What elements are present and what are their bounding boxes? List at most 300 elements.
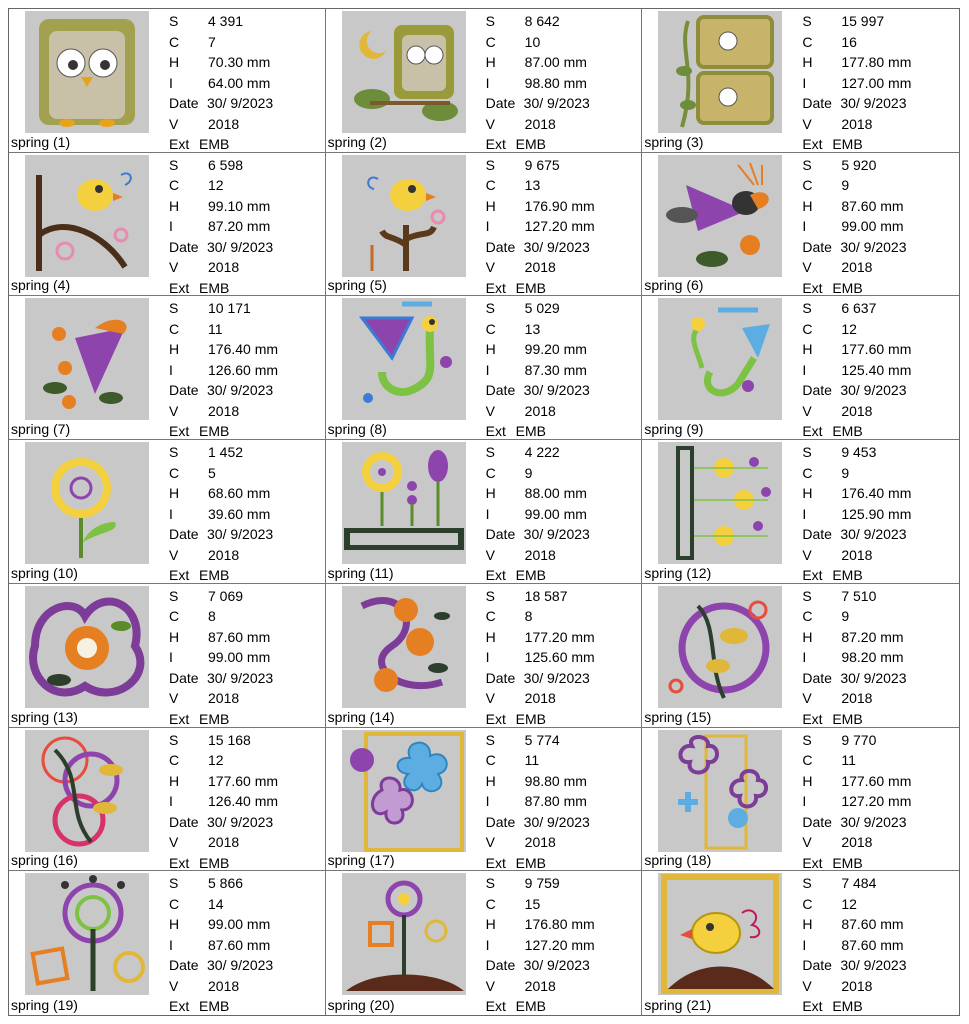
width-row [486,647,595,668]
colors-row [169,175,273,196]
circles-vine-tall-embroidery-icon[interactable] [25,730,149,852]
stitches-value: 5 866 [208,875,244,892]
date-label: Date [169,669,199,686]
height-label: H [485,916,496,933]
ext-value: EMB [199,567,230,584]
width-row [486,504,590,525]
stitches-value: 6 637 [841,300,877,317]
design-card-18[interactable] [642,728,959,872]
width-value: 125.90 mm [841,505,912,522]
colors-label: C [485,752,496,769]
height-label: H [485,772,496,789]
width-value: 125.60 mm [524,649,595,666]
colors-value: 11 [524,752,540,769]
stitches-label: S [169,300,179,317]
ext-label: Ext [485,998,506,1015]
ext-value: EMB [515,136,546,152]
width-row [486,73,590,94]
height-value: 176.80 mm [524,916,595,933]
colors-row [486,319,590,340]
version-label: V [169,977,179,994]
design-name: spring (8) [327,421,387,438]
height-row [486,196,595,217]
height-label: H [169,197,180,214]
design-card-1[interactable] [9,9,326,153]
flower-squares-embroidery-icon[interactable] [25,873,149,995]
design-info [486,873,595,1015]
ext-label: Ext [485,136,506,152]
width-label: I [485,218,490,235]
stitches-value: 18 587 [524,587,568,604]
width-row [486,216,595,237]
version-row [486,832,590,853]
colors-row [486,175,595,196]
colors-label: C [169,177,180,194]
design-name: spring (16) [11,852,78,869]
height-row [802,914,906,935]
ext-label: Ext [169,567,190,584]
width-row [802,791,911,812]
stitches-row [169,873,273,894]
width-label: I [485,361,490,378]
ext-value: EMB [515,710,546,727]
design-card-21[interactable] [642,871,959,1015]
peacock-embroidery-icon[interactable] [342,298,466,420]
stitches-label: S [485,13,495,29]
design-info [486,298,590,440]
version-value: 2018 [524,977,556,994]
stitches-value: 8 642 [524,13,560,29]
version-value: 2018 [208,546,240,563]
design-name: spring (13) [11,708,78,725]
height-row [169,771,278,792]
owl-embroidery-icon[interactable] [25,11,149,133]
colors-label: C [485,464,496,481]
stitches-row [169,442,273,463]
date-row [802,380,911,401]
date-value: 30/ 9/2023 [840,238,907,255]
owls-vine-embroidery-icon[interactable] [658,11,782,133]
date-value: 30/ 9/2023 [523,95,590,111]
design-card-14[interactable] [326,584,643,728]
design-card-5[interactable] [326,153,643,297]
ext-row [802,421,911,440]
date-label: Date [169,526,199,543]
ext-value: EMB [515,998,546,1015]
colors-label: C [169,608,180,625]
colors-value: 9 [841,608,850,625]
bird-branch-icon [25,155,149,277]
colors-value: 16 [841,33,857,50]
width-row [169,647,273,668]
owls-vine-icon [658,11,782,133]
colors-label: C [802,608,813,625]
width-label: I [169,649,173,666]
flowers-swirl-embroidery-icon[interactable] [342,586,466,708]
design-card-17[interactable] [326,728,643,872]
design-card-3[interactable] [642,9,959,153]
version-label: V [485,834,495,851]
colors-label: C [169,464,180,481]
stitches-label: S [802,300,812,317]
height-value: 87.60 mm [841,197,904,214]
design-card-2[interactable] [326,9,643,153]
ext-value: EMB [832,710,863,727]
width-value: 127.00 mm [841,74,912,91]
ext-label: Ext [485,854,506,871]
date-row [486,93,590,114]
height-row [486,52,590,73]
width-row [169,504,273,525]
flowers-border-embroidery-icon[interactable] [342,442,466,564]
flower-swirl-embroidery-icon[interactable] [25,586,149,708]
version-row [169,114,273,135]
flower-squares-icon [25,873,149,995]
version-label: V [802,977,812,994]
height-label: H [802,485,813,502]
stitches-row [486,586,595,607]
width-value: 39.60 mm [208,505,271,522]
ext-row [169,565,273,584]
width-value: 127.20 mm [841,793,912,810]
design-card-19[interactable] [9,871,326,1015]
version-row [802,257,906,278]
version-value: 2018 [524,834,556,851]
width-value: 125.40 mm [841,361,912,378]
stitches-row [486,873,595,894]
colors-label: C [169,752,180,769]
toucan-flowers-embroidery-icon[interactable] [25,298,149,420]
colors-label: C [802,33,813,50]
ext-value: EMB [832,136,863,152]
ext-row [486,709,595,728]
width-row [169,216,273,237]
peacock-small-embroidery-icon[interactable] [658,298,782,420]
date-label: Date [485,238,516,255]
date-row [169,812,278,833]
design-info [802,873,906,1015]
colors-value: 14 [208,895,224,912]
design-name: spring (9) [644,421,704,438]
height-label: H [802,197,813,214]
height-value: 177.60 mm [841,772,912,789]
date-label: Date [802,95,832,111]
design-name: spring (4) [11,277,71,294]
date-value: 30/ 9/2023 [840,813,907,830]
colors-value: 12 [208,177,224,194]
height-value: 98.80 mm [524,772,587,789]
design-card-15[interactable] [642,584,959,728]
version-value: 2018 [524,115,556,132]
stitches-row [169,155,273,176]
version-label: V [169,546,179,563]
flowers-frame-tall-embroidery-icon[interactable] [658,730,782,852]
date-row [169,524,273,545]
date-label: Date [802,238,832,255]
design-name: spring (17) [327,852,395,869]
design-info [802,730,911,872]
colors-value: 9 [841,177,850,194]
toucan-flowers-icon [25,298,149,420]
ext-label: Ext [169,854,190,871]
date-label: Date [802,382,832,399]
owl-moon-icon [342,11,466,133]
stitches-value: 1 452 [208,444,244,461]
date-row [802,237,906,258]
version-value: 2018 [208,690,240,707]
ext-value: EMB [832,423,863,440]
date-label: Date [802,669,832,686]
stitches-row [802,11,911,32]
design-info [169,155,273,297]
date-label: Date [169,238,199,255]
version-row [486,114,590,135]
colors-row [486,32,590,53]
version-value: 2018 [841,546,873,563]
width-row [802,73,911,94]
width-value: 87.60 mm [841,936,904,953]
owl-moon-embroidery-icon[interactable] [342,11,466,133]
ext-value: EMB [199,279,230,296]
stitches-label: S [802,731,812,748]
version-row [802,545,911,566]
height-value: 177.20 mm [524,628,595,645]
height-label: H [802,54,813,70]
colors-label: C [802,464,813,481]
bird-tree-embroidery-icon[interactable] [342,155,466,277]
date-row [802,812,911,833]
version-row [802,401,911,422]
design-card-7[interactable] [9,296,326,440]
design-info [486,730,590,872]
design-card-20[interactable] [326,871,643,1015]
ext-row [802,134,911,153]
height-value: 177.60 mm [208,772,279,789]
colors-row [486,750,590,771]
date-value: 30/ 9/2023 [207,95,274,111]
ext-value: EMB [515,423,546,440]
version-label: V [485,977,495,994]
height-value: 70.30 mm [208,54,271,70]
version-value: 2018 [841,977,873,994]
version-label: V [169,834,179,851]
height-label: H [169,341,180,358]
flowers-hill-embroidery-icon[interactable] [342,873,466,995]
design-card-16[interactable] [9,728,326,872]
ext-row [169,278,273,297]
stitches-label: S [485,587,495,604]
stitches-row [486,155,595,176]
design-card-13[interactable] [9,584,326,728]
date-row [802,524,911,545]
width-value: 126.40 mm [208,793,279,810]
version-label: V [802,402,812,419]
ext-row [486,996,595,1015]
date-value: 30/ 9/2023 [207,238,274,255]
ext-value: EMB [832,998,863,1015]
height-label: H [485,197,496,214]
colors-row [802,750,911,771]
height-value: 87.20 mm [841,628,904,645]
ext-row [486,853,590,872]
design-info [169,873,273,1015]
ext-value: EMB [515,567,546,584]
date-row [169,380,278,401]
height-value: 99.00 mm [208,916,271,933]
version-row [486,401,590,422]
date-row [486,524,590,545]
version-row [169,545,273,566]
ext-row [169,853,278,872]
height-value: 87.60 mm [841,916,904,933]
stitches-label: S [802,156,812,173]
colors-row [486,606,595,627]
bird-branch-embroidery-icon[interactable] [25,155,149,277]
height-value: 177.60 mm [841,341,912,358]
version-label: V [485,115,495,132]
design-card-9[interactable] [642,296,959,440]
width-label: I [485,936,490,953]
height-value: 176.90 mm [524,197,595,214]
colors-row [169,463,273,484]
height-label: H [802,341,813,358]
stitches-label: S [802,587,812,604]
height-row [486,627,595,648]
width-row [802,504,911,525]
ext-label: Ext [485,279,506,296]
width-label: I [485,505,490,522]
design-info [486,155,595,297]
colors-row [802,463,911,484]
colors-row [169,606,273,627]
height-label: H [485,54,496,70]
date-row [802,668,906,689]
date-label: Date [169,95,199,111]
ext-label: Ext [802,423,823,440]
version-row [802,832,911,853]
ext-label: Ext [802,710,823,727]
version-value: 2018 [841,402,873,419]
version-label: V [169,690,179,707]
colors-value: 10 [524,33,541,50]
height-value: 177.80 mm [841,54,912,70]
flowers-side-embroidery-icon[interactable] [658,442,782,564]
design-info [169,11,273,153]
colors-value: 11 [841,752,856,769]
height-row [802,627,906,648]
height-row [169,196,273,217]
owl-icon [25,11,149,133]
colors-value: 8 [208,608,216,625]
stitches-row [169,11,273,32]
stitches-label: S [485,444,495,461]
width-row [169,73,273,94]
colors-value: 12 [841,895,857,912]
flowers-frame-embroidery-icon[interactable] [342,730,466,852]
version-label: V [802,546,812,563]
height-label: H [802,916,813,933]
version-value: 2018 [524,259,556,276]
height-label: H [169,54,180,70]
date-label: Date [802,957,832,974]
date-label: Date [802,526,832,543]
date-label: Date [802,813,832,830]
ext-row [802,709,906,728]
ext-label: Ext [802,279,823,296]
stitches-row [802,442,911,463]
height-value: 99.10 mm [208,197,271,214]
height-value: 87.00 mm [524,54,587,70]
date-value: 30/ 9/2023 [523,957,590,974]
stitches-label: S [802,13,812,29]
width-row [486,935,595,956]
design-card-11[interactable] [326,440,643,584]
stitches-label: S [169,587,179,604]
height-row [169,627,273,648]
width-label: I [485,649,490,666]
ext-value: EMB [832,279,863,296]
design-info [169,730,278,872]
version-label: V [485,402,495,419]
height-row [802,483,911,504]
stitches-value: 6 598 [208,156,244,173]
design-card-10[interactable] [9,440,326,584]
toucan-embroidery-icon[interactable] [658,155,782,277]
ext-label: Ext [169,710,190,727]
colors-row [802,606,906,627]
stitches-row [802,586,906,607]
stitches-row [486,298,590,319]
ext-label: Ext [169,998,190,1015]
width-label: I [485,793,490,810]
stitches-value: 15 168 [208,731,251,748]
design-name: spring (14) [327,708,395,725]
design-card-12[interactable] [642,440,959,584]
stitches-label: S [485,300,495,317]
width-value: 127.20 mm [524,218,595,235]
design-name: spring (5) [327,277,387,294]
version-value: 2018 [841,690,873,707]
ext-row [802,278,906,297]
date-value: 30/ 9/2023 [840,669,907,686]
version-row [169,832,278,853]
design-card-6[interactable] [642,153,959,297]
width-value: 126.60 mm [208,361,279,378]
width-label: I [169,505,173,522]
width-row [802,647,906,668]
stitches-row [802,155,906,176]
circles-vine-embroidery-icon[interactable] [658,586,782,708]
design-card-8[interactable] [326,296,643,440]
bird-frame-embroidery-icon[interactable] [658,873,782,995]
peacock-small-icon [658,298,782,420]
ext-value: EMB [199,423,230,440]
colors-label: C [802,895,813,912]
version-row [802,114,911,135]
date-label: Date [485,813,516,830]
ext-value: EMB [832,854,863,871]
date-value: 30/ 9/2023 [840,95,907,111]
stitches-row [486,11,590,32]
height-label: H [485,341,496,358]
design-card-4[interactable] [9,153,326,297]
sunflower-embroidery-icon[interactable] [25,442,149,564]
version-label: V [169,402,179,419]
version-row [169,688,273,709]
ext-label: Ext [802,854,823,871]
width-value: 98.80 mm [524,74,587,91]
height-value: 176.40 mm [841,485,912,502]
